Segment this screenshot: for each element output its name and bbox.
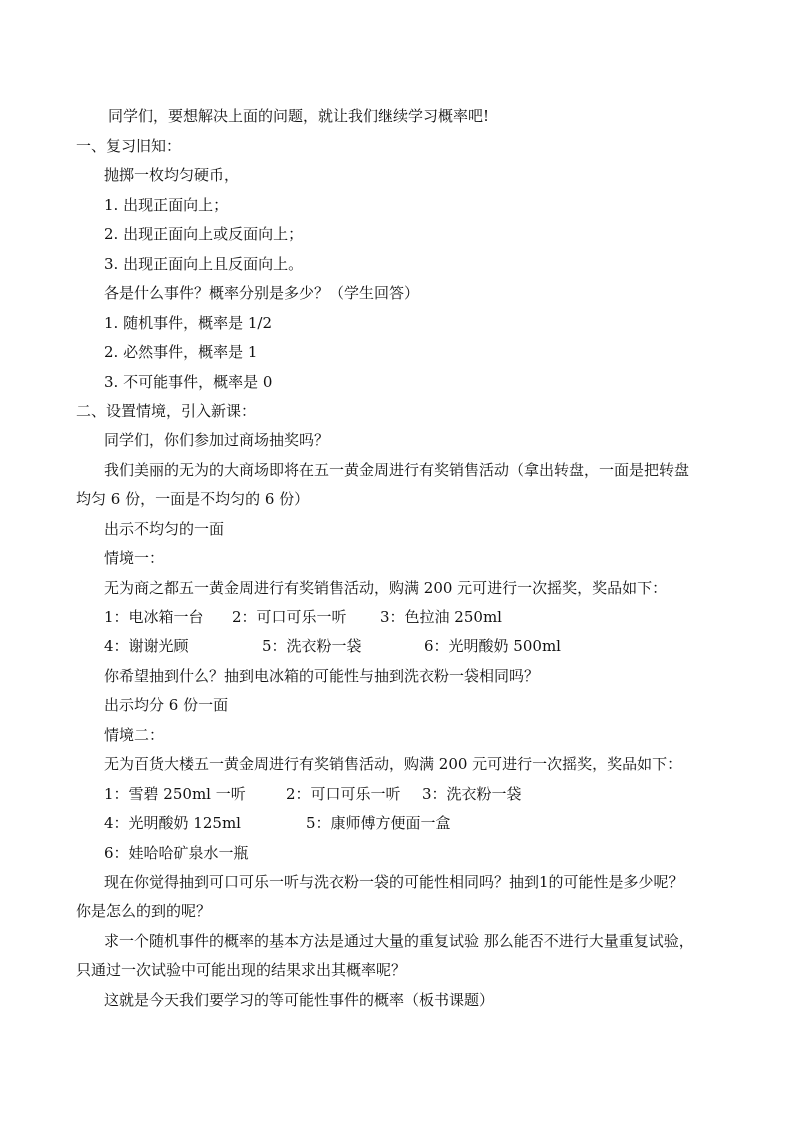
method-paragraph-line-2: 只通过一次试验中可能出现的结果求出其概率呢？ xyxy=(76,961,407,979)
prize-item: 5：洗衣粉一袋 xyxy=(262,637,362,655)
show-even-side: 出示均分 6 份一面 xyxy=(104,696,229,714)
prize-item: 2：可口可乐一听 xyxy=(286,785,401,803)
intro-paragraph: 同学们，要想解决上面的问题，就让我们继续学习概率吧! xyxy=(108,107,490,125)
store-paragraph-line-2: 均匀 6 份，一面是不均匀的 6 份） xyxy=(76,490,310,508)
section-heading-review: 一、复习旧知： xyxy=(76,137,182,155)
scenario-1-description: 无为商之都五一黄金周进行有奖销售活动，购满 200 元可进行一次摇奖，奖品如下： xyxy=(104,579,668,597)
prize-item: 5：康师傅方便面一盒 xyxy=(306,814,451,832)
prize-item: 6：光明酸奶 500ml xyxy=(424,637,561,655)
mall-question: 同学们，你们参加过商场抽奖吗？ xyxy=(104,431,330,449)
comparison-question-line-1: 现在你觉得抽到可口可乐一听与洗衣粉一袋的可能性相同吗？抽到1的可能性是多少呢？ xyxy=(104,873,684,891)
prize-item: 4：光明酸奶 125ml xyxy=(104,814,241,832)
show-uneven-side: 出示不均匀的一面 xyxy=(104,520,225,538)
prize-item: 3：色拉油 250ml xyxy=(380,608,502,626)
prize-item: 1：电冰箱一台 xyxy=(104,608,204,626)
coin-prompt: 抛掷一枚均匀硬币， xyxy=(104,166,240,184)
coin-case-3: 3. 出现正面向上且反面向上。 xyxy=(104,255,304,273)
prize-item: 3：洗衣粉一袋 xyxy=(422,785,522,803)
answer-1: 1. 随机事件，概率是 1/2 xyxy=(104,314,272,332)
store-paragraph-line-1: 我们美丽的无为的大商场即将在五一黄金周进行有奖销售活动（拿出转盘，一面是把转盘 xyxy=(104,461,690,479)
lesson-topic: 这就是今天我们要学习的等可能性事件的概率（板书课题） xyxy=(104,991,495,1009)
coin-case-1: 1. 出现正面向上； xyxy=(104,196,229,214)
coin-case-2: 2. 出现正面向上或反面向上； xyxy=(104,225,304,243)
scenario-1-question: 你希望抽到什么？抽到电冰箱的可能性与抽到洗衣粉一袋相同吗？ xyxy=(104,667,540,685)
prize-item: 2：可口可乐一听 xyxy=(232,608,347,626)
comparison-question-line-2: 你是怎么的到的呢？ xyxy=(76,902,212,920)
prize-item: 1：雪碧 250ml 一听 xyxy=(104,785,246,803)
answer-3: 3. 不可能事件，概率是 0 xyxy=(104,373,273,391)
review-question: 各是什么事件？概率分别是多少？（学生回答） xyxy=(104,284,420,302)
answer-2: 2. 必然事件，概率是 1 xyxy=(104,343,258,361)
method-paragraph-line-1: 求一个随机事件的概率的基本方法是通过大量的重复试验 那么能否不进行大量重复试验， xyxy=(104,932,694,950)
scenario-2-title: 情境二： xyxy=(104,726,165,744)
prize-item: 4：谢谢光顾 xyxy=(104,637,189,655)
scenario-1-title: 情境一： xyxy=(104,549,165,567)
scenario-2-description: 无为百货大楼五一黄金周进行有奖销售活动，购满 200 元可进行一次摇奖，奖品如下： xyxy=(104,755,683,773)
section-heading-scenario: 二、设置情境，引入新课： xyxy=(76,402,257,420)
prize-item: 6：娃哈哈矿泉水一瓶 xyxy=(104,844,249,862)
